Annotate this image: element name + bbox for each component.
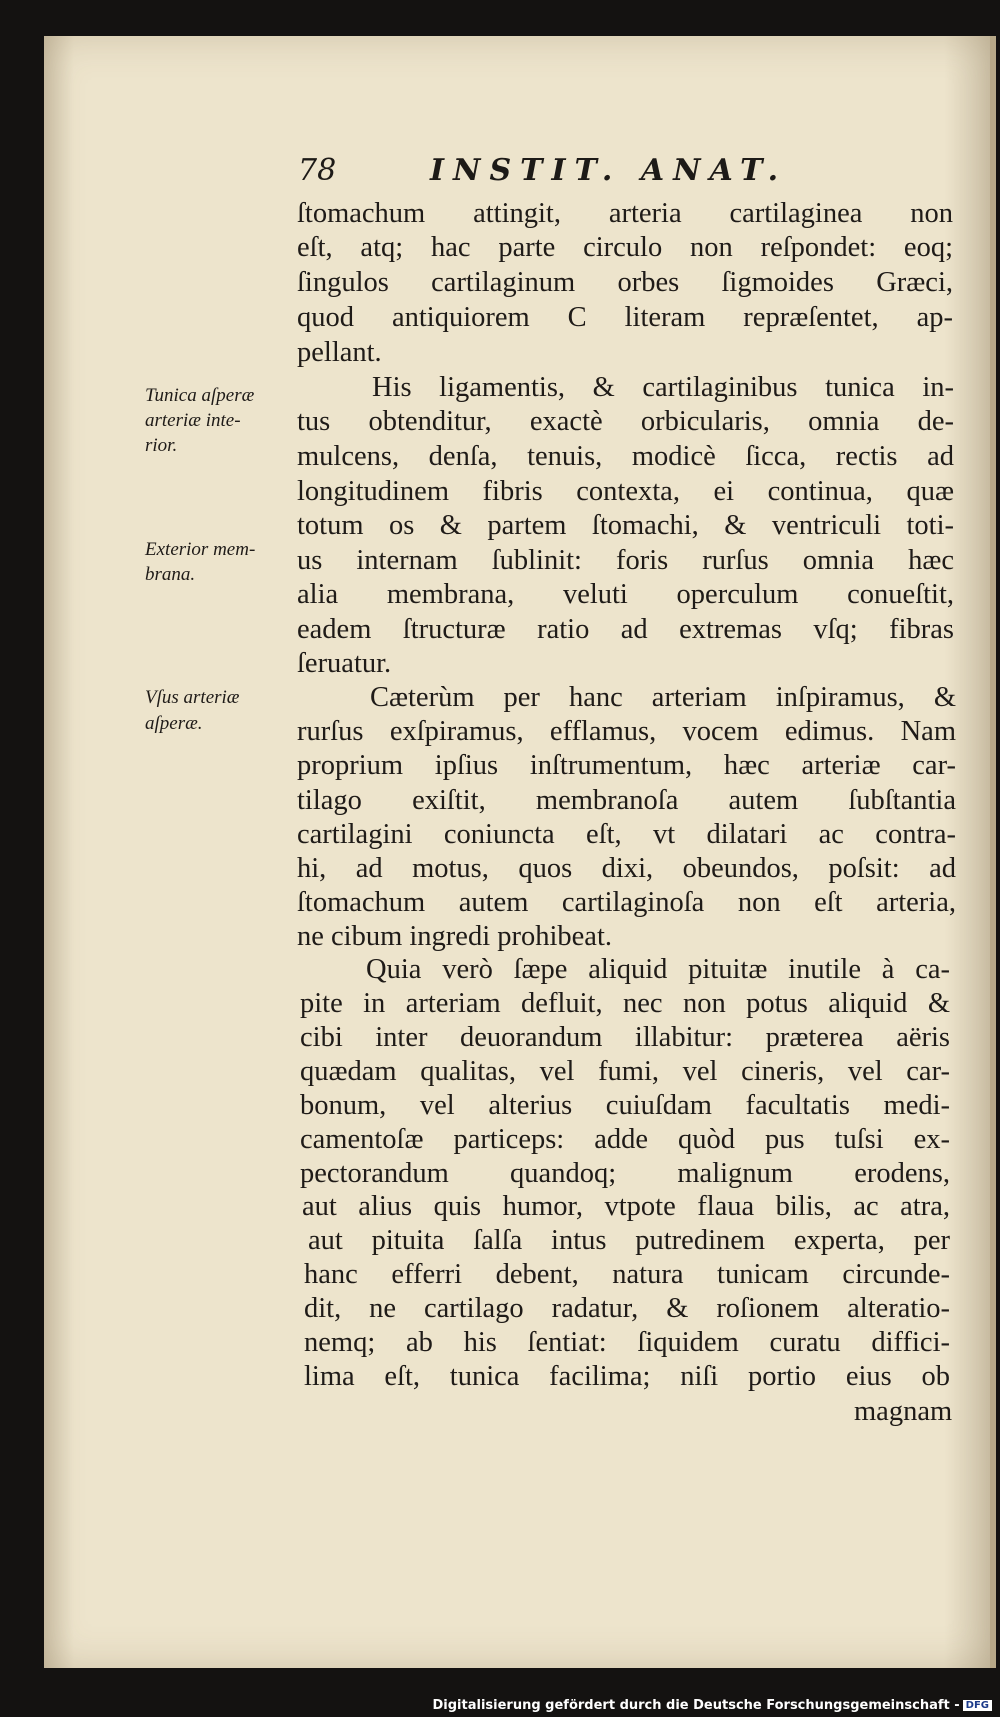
text-line: mulcens, denſa, tenuis, modicè ſicca, rectis ad xyxy=(297,441,954,472)
text-line: camentoſæ particeps: adde quòd pus tuſsi ex- xyxy=(300,1124,950,1155)
text-line: ne cibum ingredi prohibeat. xyxy=(297,921,612,952)
text-line: totum os & partem ſtomachi, & ventriculi toti- xyxy=(297,510,954,541)
text-line: hi, ad motus, quos dixi, obeundos, poſsit: ad xyxy=(297,853,956,884)
text-line: aut pituita ſalſa intus putredinem experta, per xyxy=(308,1225,950,1256)
text-line: ſtomachum autem cartilaginoſa non eſt arteria, xyxy=(297,887,956,918)
text-line: pectorandum quandoq; malignum erodens, xyxy=(300,1158,950,1189)
text-line: ſingulos cartilaginum orbes ſigmoides Græci, xyxy=(297,267,953,298)
text-line: pellant. xyxy=(297,337,382,368)
margin-note-line: rior. xyxy=(145,435,178,456)
text-line: nemq; ab his ſentiat: ſiquidem curatu diffici- xyxy=(304,1327,950,1358)
text-line: lima eſt, tunica facilima; niſi portio eius ob xyxy=(304,1361,950,1392)
margin-note-line: arteriæ inte- xyxy=(145,410,241,431)
text-line: eadem ſtructuræ ratio ad extremas vſq; fibras xyxy=(297,614,954,645)
text-line: quod antiquiorem C literam repræſentet, ap- xyxy=(297,302,953,333)
text-line: His ligamentis, & cartilaginibus tunica in- xyxy=(372,372,954,403)
text-line: quædam qualitas, vel fumi, vel cineris, vel car- xyxy=(300,1056,950,1087)
margin-note-line: Vſus arteriæ xyxy=(145,687,240,708)
text-line: cibi inter deuorandum illabitur: præterea aëris xyxy=(300,1022,950,1053)
text-line: bonum, vel alterius cuiuſdam facultatis medi- xyxy=(300,1090,950,1121)
text-line: hanc efferri debent, natura tunicam circunde- xyxy=(304,1259,950,1290)
text-line: rurſus exſpiramus, efflamus, vocem edimus. Nam xyxy=(297,716,956,747)
text-line: eſt, atq; hac parte circulo non reſpondet: eoq; xyxy=(297,232,953,263)
text-line: tilago exiſtit, membranoſa autem ſubſtantia xyxy=(297,785,956,816)
text-line: Quia verò ſæpe aliquid pituitæ inutile à ca- xyxy=(366,954,950,985)
dfg-logo: DFG xyxy=(963,1700,992,1711)
margin-note-line: aſperæ. xyxy=(145,713,203,734)
margin-note-line: Exterior mem- xyxy=(145,539,256,560)
page-edge xyxy=(990,36,996,1668)
text-line: aut alius quis humor, vtpote flaua bilis, ac atra, xyxy=(302,1191,950,1222)
margin-note-line: brana. xyxy=(145,564,196,585)
text-line: ſeruatur. xyxy=(297,648,392,679)
text-line: tus obtenditur, exactè orbicularis, omnia de- xyxy=(297,406,954,437)
text-line: Cæterùm per hanc arteriam inſpiramus, & xyxy=(370,682,956,713)
text-line: us internam ſublinit: foris rurſus omnia hæc xyxy=(297,545,954,576)
text-line: ſtomachum attingit, arteria cartilaginea non xyxy=(297,198,953,229)
margin-note-line: Tunica aſperæ xyxy=(145,385,255,406)
page-number: 78 xyxy=(298,153,337,188)
digitization-credit xyxy=(0,1698,992,1713)
text-line: cartilagini coniuncta eſt, vt dilatari ac contra- xyxy=(297,819,956,850)
text-line: longitudinem fibris contexta, ei continua, quæ xyxy=(297,476,954,507)
running-head: INSTIT. ANAT. xyxy=(430,153,788,188)
catchword: magnam xyxy=(854,1396,953,1427)
text-line: proprium ipſius inſtrumentum, hæc arteriæ car- xyxy=(297,750,956,781)
text-line: dit, ne cartilago radatur, & roſionem alteratio- xyxy=(304,1293,950,1324)
credit-text: Digitalisierung gefördert durch die Deutsche Forschungsgemeinschaft - xyxy=(432,1698,960,1713)
text-line: alia membrana, veluti operculum conueſtit, xyxy=(297,579,954,610)
text-line: pite in arteriam defluit, nec non potus aliquid & xyxy=(300,988,950,1019)
